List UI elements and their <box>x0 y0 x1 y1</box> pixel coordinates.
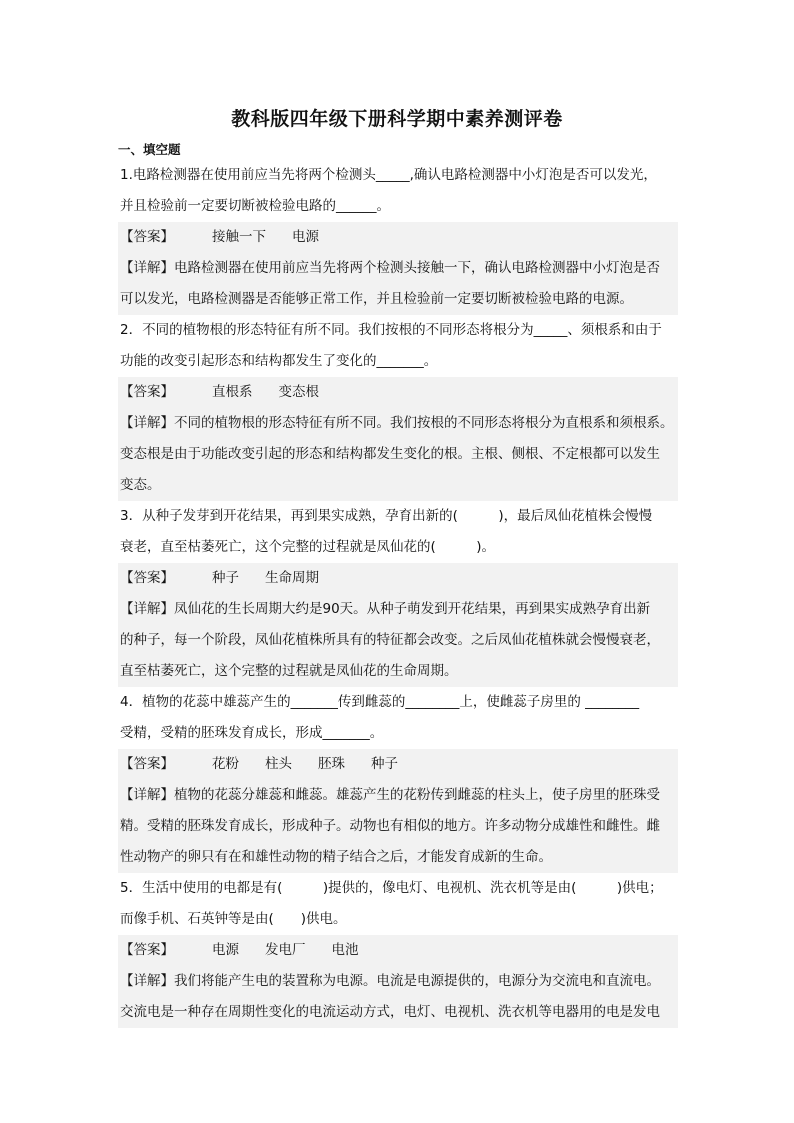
detail-text: 直至枯萎死亡，这个完整的过程就是凤仙花的生命周期。 <box>120 663 458 679</box>
detail-text: 的种子，每一个阶段，凤仙花植株所具有的特征都会改变。之后凤仙花植株就会慢慢衰老， <box>120 632 660 648</box>
answer-tag: 【答案】 <box>120 756 174 772</box>
detail-line <box>120 284 676 315</box>
question-list <box>118 160 678 1028</box>
detail-line <box>120 966 676 997</box>
answer-row <box>120 222 676 253</box>
answer-value: 柱头 <box>265 756 292 772</box>
detail-line <box>120 439 676 470</box>
detail-text: 变态。 <box>120 477 161 493</box>
detail-tag: 【详解】 <box>120 787 174 803</box>
answer-box <box>118 749 678 873</box>
detail-line <box>120 625 676 656</box>
detail-tag: 【详解】 <box>120 415 174 431</box>
detail-line <box>120 811 676 842</box>
detail-tag: 【详解】 <box>120 973 174 989</box>
detail-text: 我们将能产生电的装置称为电源。电流是电源提供的，电源分为交流电和直流电。 <box>174 973 660 989</box>
question-text: 3．从种子发芽到开花结果，再到果实成熟，孕育出新的( )，最后凤仙花植株会慢慢 <box>120 508 653 524</box>
question-block <box>118 873 678 1028</box>
detail-line <box>120 997 676 1028</box>
answer-value: 电池 <box>331 942 359 958</box>
answer-row <box>120 935 676 966</box>
question-text: 衰老，直至枯萎死亡，这个完整的过程就是凤仙花的( )。 <box>120 539 496 555</box>
detail-text: 精。受精的胚珠发育成长，形成种子。动物也有相似的地方。许多动物分成雄性和雌性。雌 <box>120 818 660 834</box>
answer-box <box>118 222 678 315</box>
answer-row <box>120 563 676 594</box>
question-text: 1.电路检测器在使用前应当先将两个检测头_____,确认电路检测器中小灯泡是否可以发光， <box>120 167 657 183</box>
page-title: 教科版四年级下册科学期中素养测评卷 <box>231 108 563 130</box>
answer-value: 种子 <box>371 756 398 772</box>
answer-box <box>118 377 678 501</box>
answer-tag: 【答案】 <box>120 384 174 400</box>
detail-text: 电路检测器在使用前应当先将两个检测头接触一下，确认电路检测器中小灯泡是否 <box>174 260 660 276</box>
question-block <box>118 315 678 501</box>
detail-tag: 【详解】 <box>120 260 174 276</box>
answer-value: 电源 <box>212 942 239 958</box>
answer-row <box>120 377 676 408</box>
answer-value: 花粉 <box>212 756 239 772</box>
detail-line <box>120 656 676 687</box>
detail-line <box>120 470 676 501</box>
answer-tag: 【答案】 <box>120 570 174 586</box>
answer-value: 发电厂 <box>265 942 306 958</box>
detail-text: 变态根是由于功能改变引起的形态和结构都发生变化的根。主根、侧根、不定根都可以发生 <box>120 446 660 462</box>
detail-line <box>120 408 676 439</box>
answer-value: 变态根 <box>278 384 319 400</box>
detail-text: 性动物产的卵只有在和雄性动物的精子结合之后，才能发育成新的生命。 <box>120 849 552 865</box>
answer-value: 种子 <box>212 570 239 586</box>
answer-value: 生命周期 <box>265 570 319 586</box>
answer-value: 直根系 <box>212 384 253 400</box>
question-text: 并且检验前一定要切断被检验电路的______。 <box>120 198 390 214</box>
question-text: 2．不同的植物根的形态特征有所不同。我们按根的不同形态将根分为_____、须根系和由于 <box>120 322 662 338</box>
detail-tag: 【详解】 <box>120 601 174 617</box>
detail-text: 不同的植物根的形态特征有所不同。我们按根的不同形态将根分为直根系和须根系。 <box>174 415 674 431</box>
answer-box <box>118 935 678 1028</box>
detail-line <box>120 780 676 811</box>
answer-row <box>120 749 676 780</box>
answer-tag: 【答案】 <box>120 229 174 245</box>
question-text: 而像手机、石英钟等是由( )供电。 <box>120 911 347 927</box>
detail-line <box>120 842 676 873</box>
question-block <box>118 501 678 687</box>
detail-line <box>120 594 676 625</box>
question-block <box>118 687 678 873</box>
detail-text: 交流电是一种存在周期性变化的电流运动方式，电灯、电视机、洗衣机等电器用的电是发电 <box>120 1004 660 1020</box>
question-text: 5．生活中使用的电都是有( )提供的，像电灯、电视机、洗衣机等是由( )供电； <box>120 880 663 896</box>
answer-value: 胚珠 <box>318 756 345 772</box>
question-text: 4．植物的花蕊中雄蕊产生的_______传到雌蕊的________上，使雌蕊子房里的 ________ <box>120 694 640 710</box>
detail-text: 凤仙花的生长周期大约是90天。从种子萌发到开花结果，再到果实成熟孕育出新 <box>174 601 651 617</box>
detail-text: 可以发光，电路检测器是否能够正常工作，并且检验前一定要切断被检验电路的电源。 <box>120 291 633 307</box>
answer-value: 电源 <box>292 229 319 245</box>
answer-value: 接触一下 <box>212 229 266 245</box>
question-block <box>118 160 678 315</box>
question-text: 功能的改变引起形态和结构都发生了变化的_______。 <box>120 353 438 369</box>
question-text: 受精，受精的胚珠发育成长，形成_______。 <box>120 725 384 741</box>
answer-tag: 【答案】 <box>120 942 174 958</box>
detail-line <box>120 253 676 284</box>
detail-text: 植物的花蕊分雄蕊和雌蕊。雄蕊产生的花粉传到雌蕊的柱头上，使子房里的胚珠受 <box>174 787 660 803</box>
answer-box <box>118 563 678 687</box>
section-heading: 一、填空题 <box>118 142 181 157</box>
